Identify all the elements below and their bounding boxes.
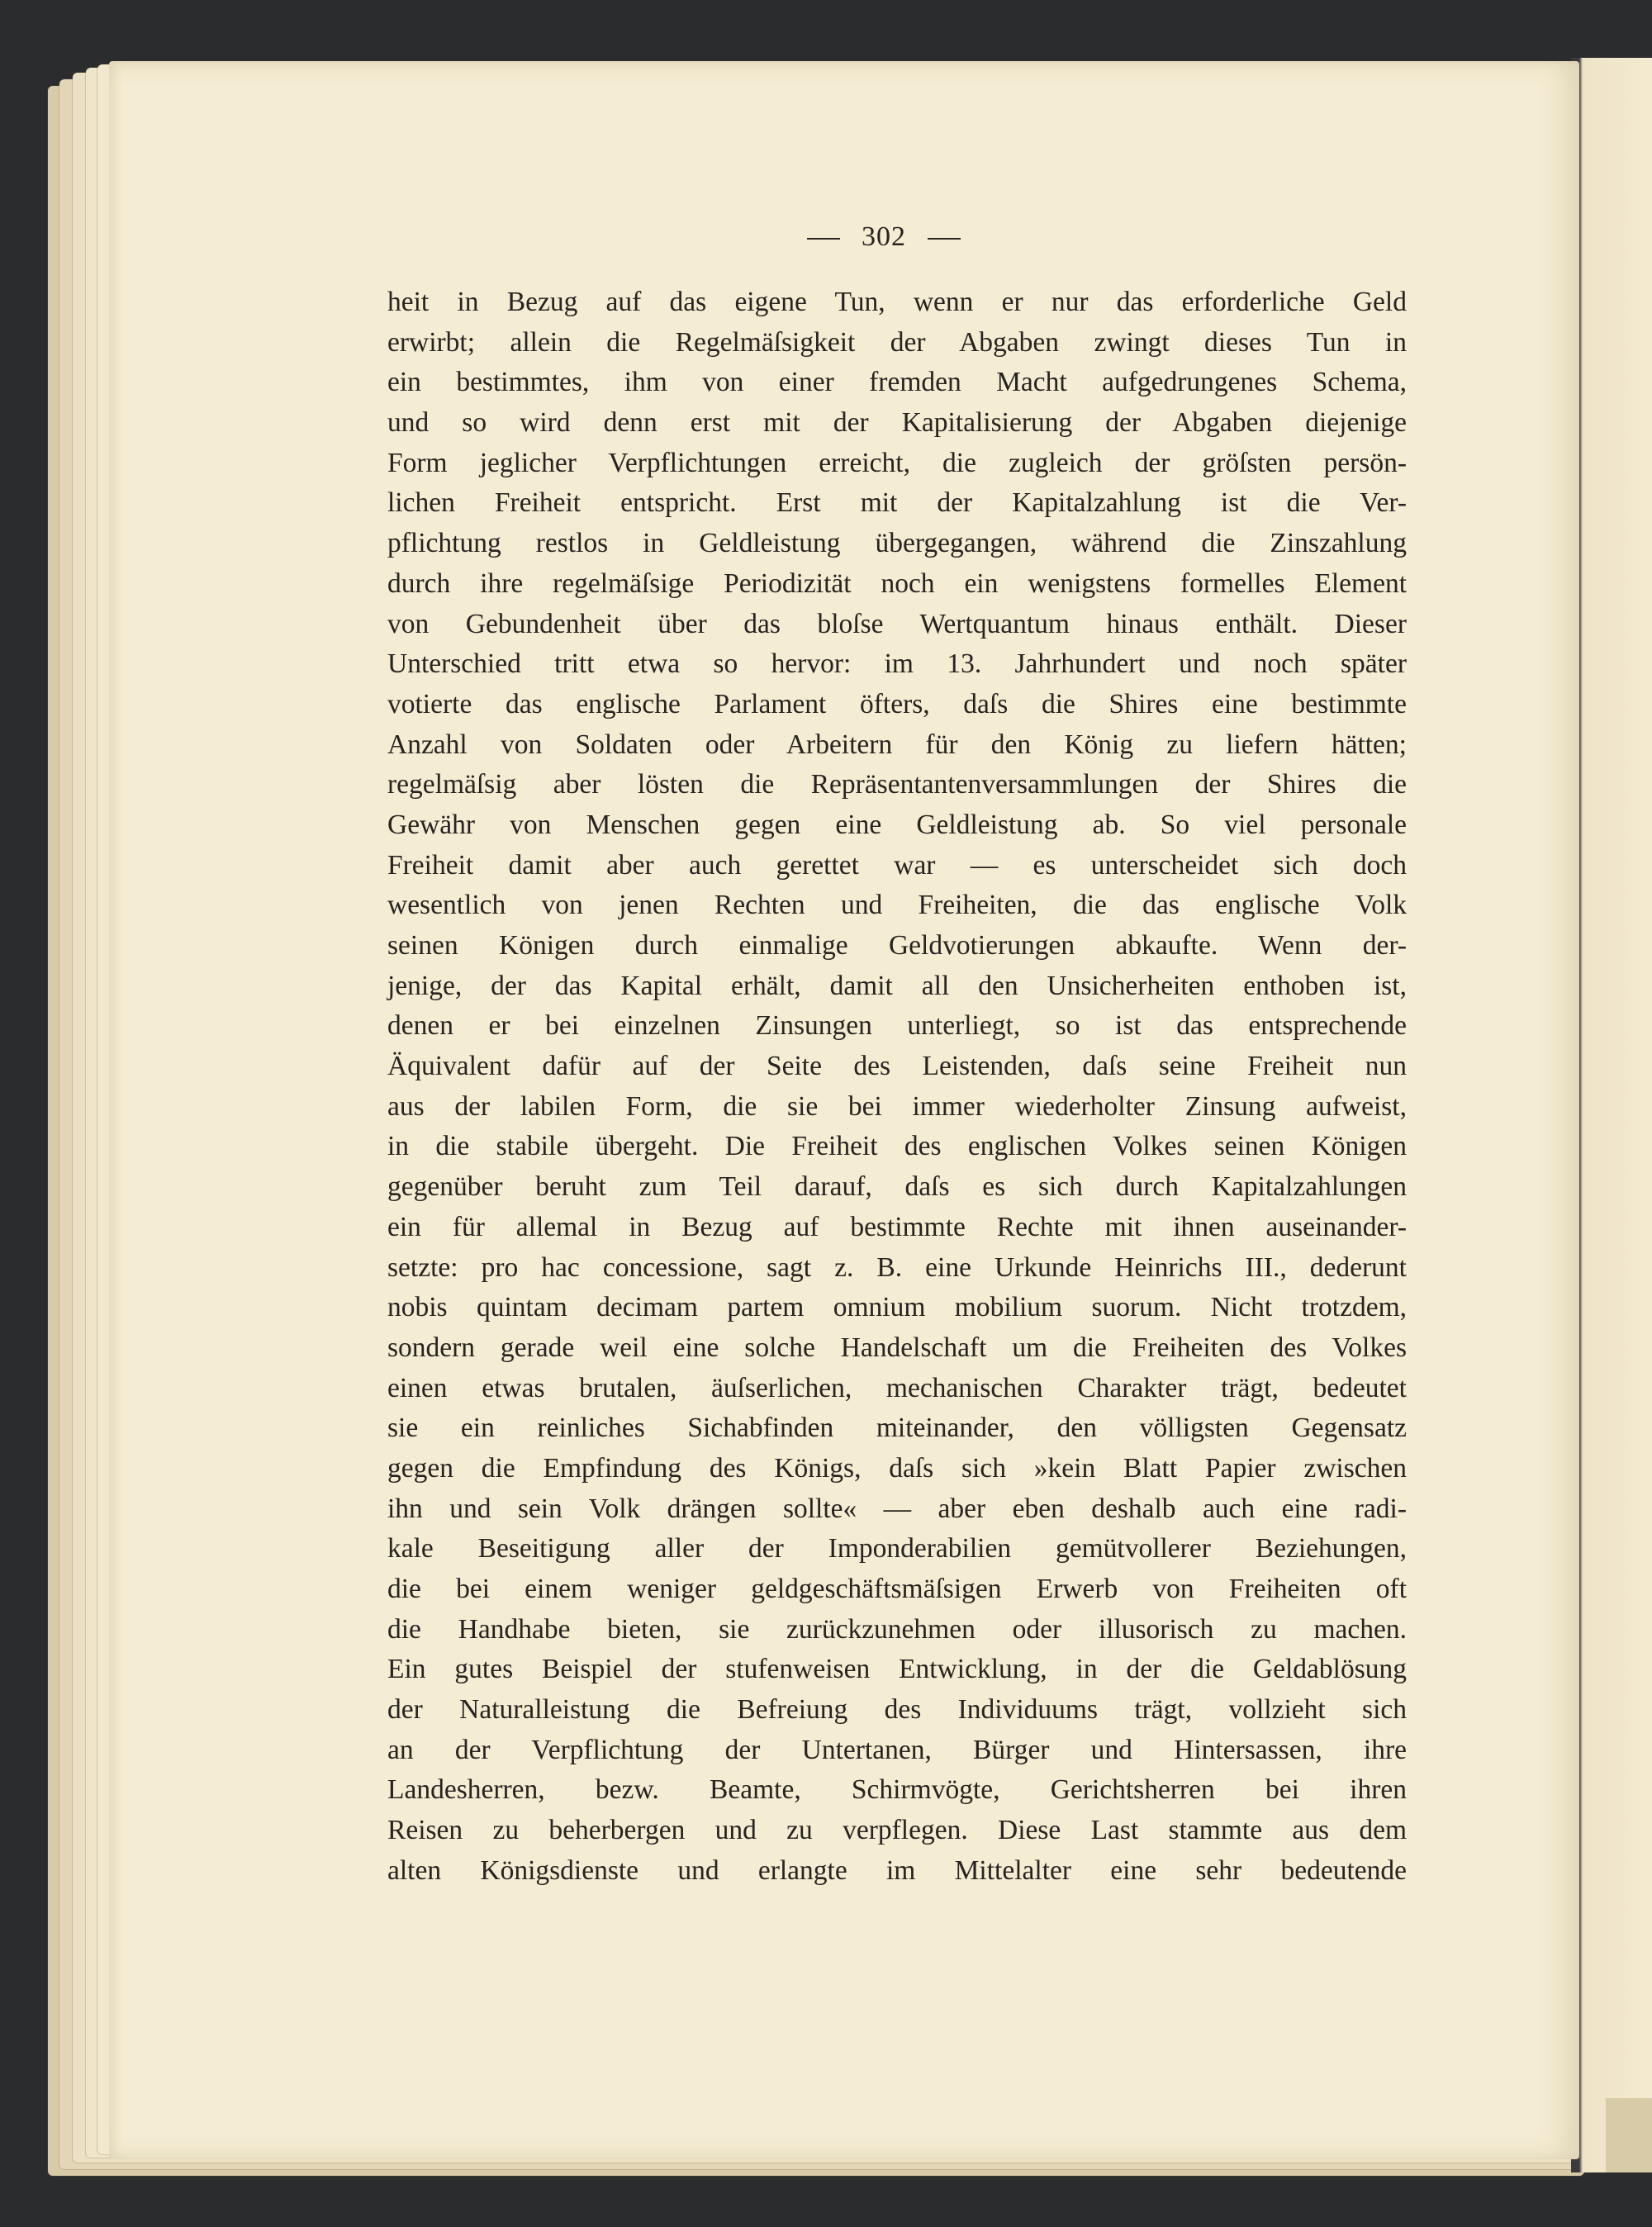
page-number-header xyxy=(59,221,1652,253)
text-line: durch ihre regelmäſsige Periodizität noch ein wenigstens formelles Element xyxy=(387,567,1407,599)
text-line: Unterschied tritt etwa so hervor: im 13. Jahrhundert und noch später xyxy=(387,648,1407,680)
text-line: regelmäſsig aber lösten die Repräsentantenversammlungen der Shires die xyxy=(387,769,1407,800)
text-line: Ein gutes Beispiel der stufenweisen Entwicklung, in der die Geldablösung xyxy=(387,1654,1407,1685)
text-line: von Gebundenheit über das bloſse Wertquantum hinaus enthält. Dieser xyxy=(387,608,1407,639)
text-line: die bei einem weniger geldgeschäftsmäſsigen Erwerb von Freiheiten oft xyxy=(387,1574,1407,1604)
text-line: kale Beseitigung aller der Imponderabilien gemütvollerer Beziehungen, xyxy=(387,1533,1407,1565)
text-line: ein bestimmtes, ihm von einer fremden Macht aufgedrungenes Schema, xyxy=(387,367,1407,398)
facing-page-edge xyxy=(1606,2098,1652,2172)
text-line: wesentlich von jenen Rechten und Freiheiten, die das englische Volk xyxy=(387,890,1407,921)
facing-page xyxy=(1571,58,1652,2172)
text-line: jenige, der das Kapital erhält, damit all den Unsicherheiten enthoben ist, xyxy=(387,970,1407,1001)
text-line: ihn und sein Volk drängen sollte« — aber eben deshalb auch eine radi- xyxy=(387,1493,1407,1524)
text-line: heit in Bezug auf das eigene Tun, wenn er nur das erforderliche Geld xyxy=(387,287,1407,317)
text-line: an der Verpflichtung der Untertanen, Bürger und Hintersassen, ihre xyxy=(387,1734,1407,1765)
text-line: alten Königsdienste und erlangte im Mittelalter eine sehr bedeutende xyxy=(387,1854,1407,1886)
text-line: pflichtung restlos in Geldleistung übergegangen, während die Zinszahlung xyxy=(387,528,1407,559)
text-line: Landesherren, bezw. Beamte, Schirmvögte, Gerichtsherren bei ihren xyxy=(387,1774,1407,1806)
dash-right xyxy=(928,238,961,240)
text-line: sondern gerade weil eine solche Handelschaft um die Freiheiten des Volkes xyxy=(387,1332,1407,1363)
text-line: erwirbt; allein die Regelmäſsigkeit der Abgaben zwingt dieses Tun in xyxy=(387,326,1407,358)
text-line: lichen Freiheit entspricht. Erst mit der Kapitalzahlung ist die Ver- xyxy=(387,487,1407,519)
text-line: ein für allemal in Bezug auf bestimmte Rechte mit ihnen auseinander- xyxy=(387,1211,1407,1242)
text-line: votierte das englische Parlament öfters, daſs die Shires eine bestimmte xyxy=(387,688,1407,719)
text-line: der Naturalleistung die Befreiung des Individuums trägt, vollzieht sich xyxy=(387,1694,1407,1726)
text-line: gegenüber beruht zum Teil darauf, daſs es sich durch Kapitalzahlungen xyxy=(387,1171,1407,1203)
text-line: sie ein reinliches Sichabfinden miteinander, den völligsten Gegensatz xyxy=(387,1413,1407,1444)
text-line: Freiheit damit aber auch gerettet war — es unterscheidet sich doch xyxy=(387,849,1407,881)
text-line: aus der labilen Form, die sie bei immer wiederholter Zinsung aufweist, xyxy=(387,1090,1407,1122)
text-line: Form jeglicher Verpflichtungen erreicht, die zugleich der gröſsten persön- xyxy=(387,447,1407,478)
text-line: Äquivalent dafür auf der Seite des Leistenden, daſs seine Freiheit nun xyxy=(387,1051,1407,1082)
text-line: nobis quintam decimam partem omnium mobilium suorum. Nicht trotzdem, xyxy=(387,1292,1407,1323)
body-text xyxy=(387,283,1407,1892)
text-line: Reisen zu beherbergen und zu verpflegen. Diese Last stammte aus dem xyxy=(387,1815,1407,1846)
text-line: denen er bei einzelnen Zinsungen unterliegt, so ist das entsprechende xyxy=(387,1010,1407,1042)
text-line: gegen die Empfindung des Königs, daſs sich »kein Blatt Papier zwischen xyxy=(387,1452,1407,1484)
text-line: seinen Königen durch einmalige Geldvotierungen abkaufte. Wenn der- xyxy=(387,930,1407,961)
page-number: 302 xyxy=(862,221,906,252)
text-line: und so wird denn erst mit der Kapitalisierung der Abgaben diejenige xyxy=(387,407,1407,439)
dash-left xyxy=(807,238,840,240)
text-line: Gewähr von Menschen gegen eine Geldleistung ab. So viel personale xyxy=(387,809,1407,840)
text-line: einen etwas brutalen, äuſserlichen, mechanischen Charakter trägt, bedeutet xyxy=(387,1372,1407,1403)
text-line: Anzahl von Soldaten oder Arbeitern für den König zu liefern hätten; xyxy=(387,729,1407,760)
text-line: die Handhabe bieten, sie zurückzunehmen oder illusorisch zu machen. xyxy=(387,1613,1407,1645)
text-line: setzte: pro hac concessione, sagt z. B. eine Urkunde Heinrichs III., dederunt xyxy=(387,1251,1407,1283)
text-line: in die stabile übergeht. Die Freiheit des englischen Volkes seinen Königen xyxy=(387,1131,1407,1162)
